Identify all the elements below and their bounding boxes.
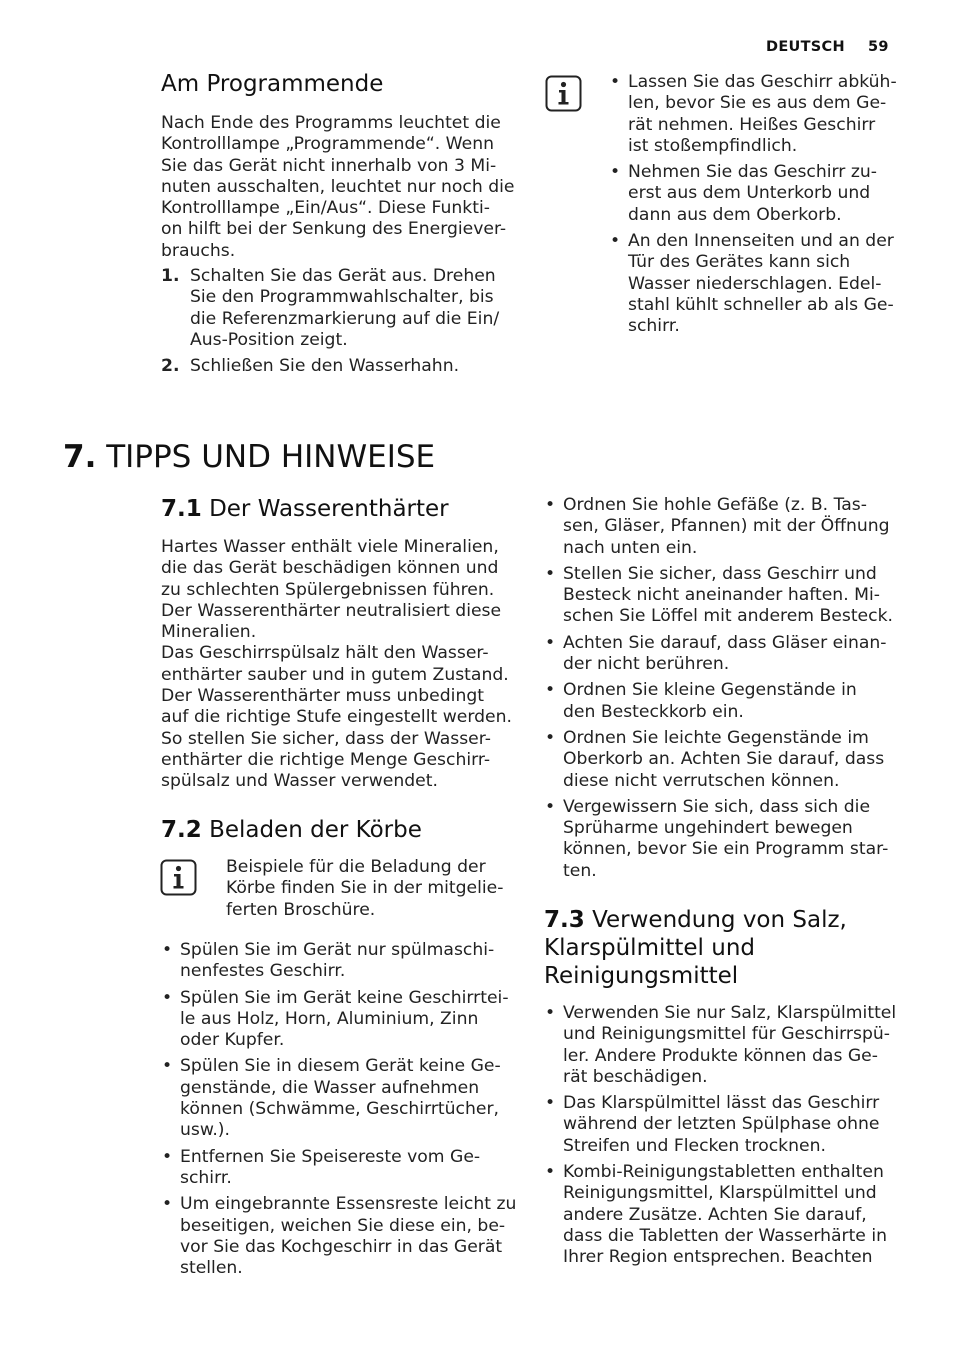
am-programmende-paragraph: Nach Ende des Programms leuchtet die Kontrolllampe „Programmende“. Wenn Sie das Gerät nicht innerhalb von 3 Mi- nuten ausschalten, leuchtet nur noch die Kontrolllampe „Ein/Aus“. Diese Funkti- on hilft bei der Senkung des Energiever- brauchs. [161,113,515,261]
section-number: 7.2 [161,817,202,843]
section-7-3-list [544,1003,914,1274]
list-item: • Verwenden Sie nur Salz, Klarspülmittel und Reinigungsmittel für Geschirrspü- ler. Andere Produkte können das Ge- rät beschädigen. [544,1003,914,1088]
list-item: • An den Innenseiten und an der Tür des Gerätes kann sich Wasser niederschlagen. Edel- stahl kühlt schneller ab als Ge- schirr. [609,231,909,337]
list-item: • Entfernen Sie Speisereste vom Ge- schirr. [161,1147,526,1190]
list-item: • Vergewissern Sie sich, dass sich die Sprüharme ungehindert bewegen können, bevor Sie ein Programm star- ten. [544,797,914,882]
section-7-2-list-continued [544,495,914,887]
list-item: • Um eingebrannte Essensreste leicht zu beseitigen, weichen Sie diese ein, be- vor Sie das Kochgeschirr in das Gerät stellen. [161,1194,526,1279]
step-number: 1. [161,266,180,286]
step-item [161,266,521,351]
step-text: Schalten Sie das Gerät aus. Drehen Sie den Programmwahlschalter, bis die Referenzmarkierung auf die Ein/ Aus-Position zeigt. [190,266,500,350]
language-label: DEUTSCH [766,39,845,55]
list-item: • Stellen Sie sicher, dass Geschirr und Besteck nicht aneinander haften. Mi- schen Sie Löffel mit anderem Besteck. [544,564,914,628]
chapter-heading [63,439,435,475]
section-title-line: Reinigungsmittel [544,963,739,989]
chapter-number: 7. [63,439,97,475]
section-7-2-info-text: Beispiele für die Beladung der Körbe finden Sie in der mitgelie- ferten Broschüre. [226,857,504,920]
section-7-3-heading [544,906,924,990]
list-item: • Ordnen Sie hohle Gefäße (z. B. Tas- sen, Gläser, Pfannen) mit der Öffnung nach unten ein. [544,495,914,559]
list-item: • Spülen Sie im Gerät keine Geschirrtei- le aus Holz, Horn, Aluminium, Zinn oder Kupfer. [161,988,526,1052]
list-item: • Ordnen Sie leichte Gegenstände im Oberkorb an. Achten Sie darauf, dass diese nicht verrutschen können. [544,728,914,792]
step-text: Schließen Sie den Wasserhahn. [190,356,460,377]
step-item [161,356,521,377]
section-title: Beladen der Körbe [209,817,422,843]
section-7-2-list [161,940,526,1284]
section-7-1-heading [161,495,449,523]
section-number: 7.1 [161,496,202,522]
section-7-1-paragraph: Hartes Wasser enthält viele Mineralien, die das Gerät beschädigen können und zu schlechten Spülergebnissen führen. Der Wasserenthärter neutralisiert diese Mineralien. Das Geschirrspülsalz hält den Wasser- enthärter sauber und in gutem Zustand. Der Wasserenthärter muss unbedingt auf die richtige Stufe eingestellt werden. So stellen Sie sicher, dass der Wasser- enthärter die richtige Menge Geschirr- spülsalz und Wasser verwendet. [161,537,512,792]
info-icon [545,75,582,112]
section-title: Der Wasserenthärter [209,496,449,522]
info-icon [160,859,197,896]
section-7-2-heading [161,816,422,844]
list-item: • Achten Sie darauf, dass Gläser einan- der nicht berühren. [544,633,914,676]
list-item: • Spülen Sie in diesem Gerät keine Ge- genstände, die Wasser aufnehmen können (Schwämme, Geschirrtücher, usw.). [161,1056,526,1141]
section-title-line: Klarspülmittel und [544,935,756,961]
list-item: • Das Klarspülmittel lässt das Geschirr während der letzten Spülphase ohne Streifen und Flecken trocknen. [544,1093,914,1157]
section-title-line: Verwendung von Salz, [592,907,847,933]
list-item: • Kombi-Reinigungstabletten enthalten Reinigungsmittel, Klarspülmittel und andere Zusätze. Achten Sie darauf, dass die Tabletten der Wasserhärte in Ihrer Region entsprechen. Beachten [544,1162,914,1268]
list-item: • Spülen Sie im Gerät nur spülmaschi- nenfestes Geschirr. [161,940,526,983]
section-number: 7.3 [544,907,585,933]
list-item: • Nehmen Sie das Geschirr zu- erst aus dem Unterkorb und dann aus dem Oberkorb. [609,162,909,226]
am-programmende-steps [161,266,521,382]
am-programmende-title: Am Programmende [161,71,384,97]
step-number: 2. [161,356,180,377]
chapter-title: TIPPS UND HINWEISE [106,439,436,475]
list-item: • Lassen Sie das Geschirr abküh- len, bevor Sie es aus dem Ge- rät nehmen. Heißes Geschirr ist stoßempfindlich. [609,72,909,157]
list-item: • Ordnen Sie kleine Gegenstände in den Besteckkorb ein. [544,680,914,723]
info-box-top-list [609,72,909,343]
page-number: 59 [868,39,889,55]
